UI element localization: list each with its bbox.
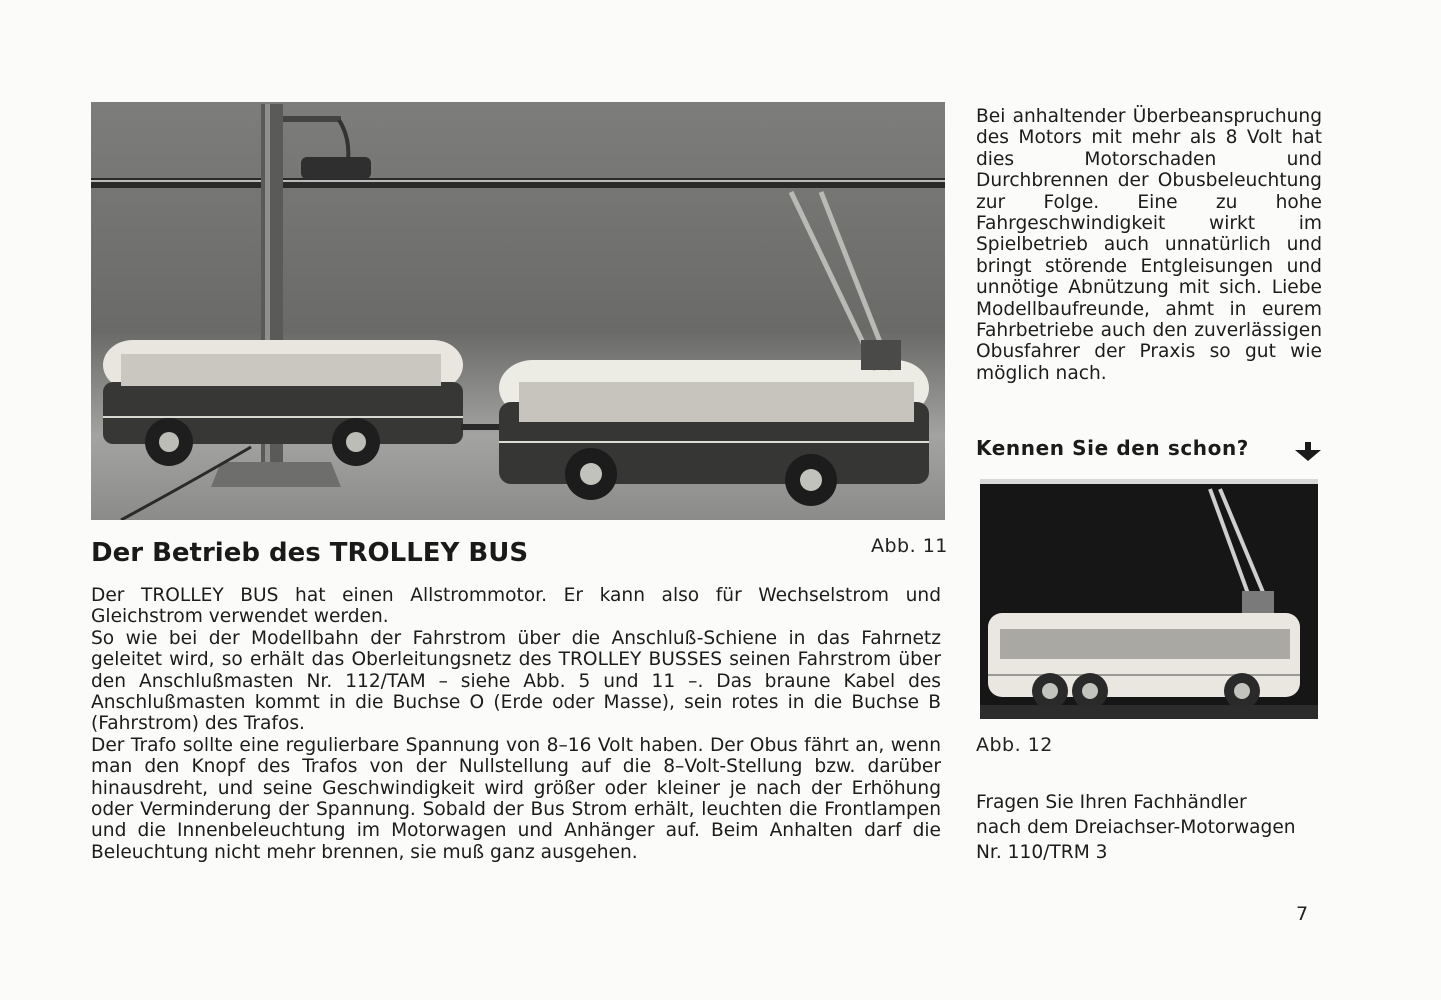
figure-caption-abb11: Abb. 11 (871, 535, 948, 557)
figure-caption-abb12: Abb. 12 (976, 734, 1053, 756)
kennen-heading: Kennen Sie den schon? (976, 436, 1250, 460)
fragen-line: Fragen Sie Ihren Fachhändler (976, 792, 1247, 813)
page-number: 7 (1296, 903, 1309, 925)
three-axle-bus-photo (980, 479, 1318, 719)
fragen-line: Nr. 110/TRM 3 (976, 842, 1108, 863)
fragen-note (976, 790, 1336, 865)
body-paragraph: Der Trafo sollte eine regulierbare Spannung von 8–16 Volt haben. Der Obus fährt an, wenn man den Knopf des Trafos von der Nullstellung auf die 8–Volt-Stellung bzw. darüber hinausdreht, und seine Geschwindigkeit wird größer oder kleiner je nach der Erhöhung oder Verminderung der Spannung. Sobald der Bus Strom erhält, leuchten die Frontlampen und die Innenbeleuchtung im Motorwagen und Anhänger auf. Beim Anhalten darf die Beleuchtung nicht mehr brennen, sie muß ganz ausgehen. (91, 734, 941, 863)
section-heading: Der Betrieb des TROLLEY BUS (91, 538, 529, 568)
fragen-line: nach dem Dreiachser-Motorwagen (976, 817, 1296, 838)
trolley-bus-photo (91, 102, 945, 520)
body-text (91, 585, 941, 863)
trolley-bus-illustration (91, 102, 945, 520)
body-paragraph: Der TROLLEY BUS hat einen Allstrommotor. Er kann also für Wechselstrom und Gleichstrom verwendet werden. (91, 585, 941, 628)
arrow-down-icon (1293, 442, 1323, 462)
three-axle-bus-illustration (980, 479, 1318, 719)
body-paragraph: So wie bei der Modellbahn der Fahrstrom über die Anschluß-Schiene in das Fahrnetz geleitet wird, so erhält das Oberleitungsnetz des TROLLEY BUSSES seinen Fahrstrom über den Anschlußmasten Nr. 112/TAM – siehe Abb. 5 und 11 –. Das braune Kabel des Anschlußmasten kommt in die Buchse O (Erde oder Masse), sein rotes in die Buchse B (Fahrstrom) des Trafos. (91, 627, 941, 735)
right-column-text: Bei anhaltender Überbeanspruchung des Motors mit mehr als 8 Volt hat dies Motorschaden und Durchbrennen der Obusbeleuchtung zur Folge. Eine zu hohe Fahrgeschwindigkeit wirkt im Spielbetrieb auch unnatürlich und bringt störende Entgleisungen und unnötige Abnützung mit sich. Liebe Modellbaufreunde, ahmt in eurem Fahrbetriebe auch den zuverlässigen Obusfahrer der Praxis so gut wie möglich nach. (976, 106, 1322, 384)
